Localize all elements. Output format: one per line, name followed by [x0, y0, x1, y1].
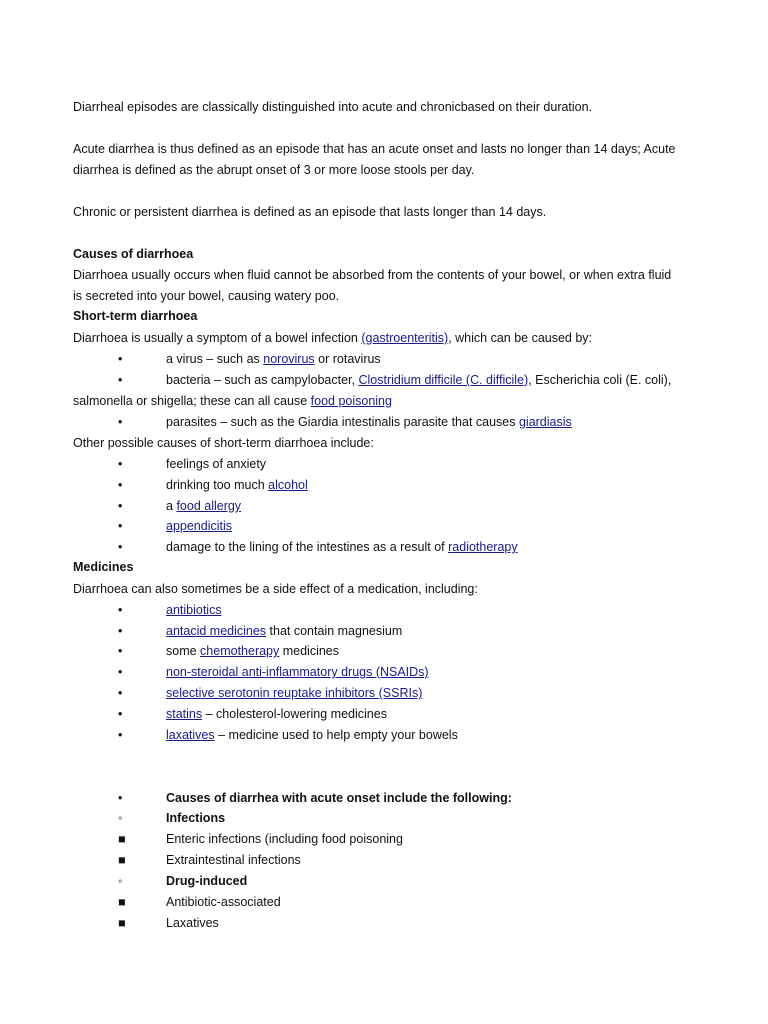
causes-heading: Causes of diarrhoea	[73, 247, 194, 261]
list-item-antibiotic-associated: Antibiotic-associated	[166, 895, 281, 909]
list-item-text: a	[166, 499, 177, 513]
list-item-anxiety: feelings of anxiety	[166, 457, 267, 471]
causes-paragraph-line-2: is secreted into your bowel, causing watery poo.	[73, 289, 340, 303]
list-item-text-end: , Escherichia coli (E. coli),	[528, 373, 672, 387]
square-bullet: ■	[118, 916, 126, 930]
causes-paragraph-line-1: Diarrhoea usually occurs when fluid cannot be absorbed from the contents of your bowel, or when extra fluid	[73, 268, 672, 282]
bullet: •	[118, 457, 123, 471]
square-bullet: ■	[118, 895, 126, 909]
gastroenteritis-link[interactable]: (gastroenteritis)	[361, 331, 449, 345]
list-item-text-end: that contain magnesium	[266, 624, 403, 638]
medicines-intro: Diarrhoea can also sometimes be a side effect of a medication, including:	[73, 582, 478, 596]
list-item-extraintestinal: Extraintestinal infections	[166, 853, 301, 867]
medicines-heading: Medicines	[73, 560, 134, 574]
list-item-food-allergy	[166, 498, 241, 514]
square-bullet: ■	[118, 832, 126, 846]
list-item-ssris	[166, 685, 422, 701]
square-bullet: ■	[118, 853, 126, 867]
list-item-antibiotics	[166, 602, 222, 618]
list-item-alcohol	[166, 477, 308, 493]
infections-subheading: Infections	[166, 811, 226, 825]
list-item-antacid	[166, 623, 402, 639]
intro-paragraph-1: Diarrheal episodes are classically distinguished into acute and chronicbased on their duration.	[73, 100, 593, 114]
list-item-parasites	[166, 414, 572, 430]
norovirus-link[interactable]: norovirus	[263, 352, 315, 366]
intro-paragraph-2-line-1: Acute diarrhea is thus defined as an episode that has an acute onset and lasts no longer than 14 days; Acute	[73, 142, 676, 156]
bullet: •	[118, 478, 123, 492]
list-item-bacteria-continued	[73, 393, 392, 409]
chemotherapy-link[interactable]: chemotherapy	[200, 644, 280, 658]
list-item-text-end: or rotavirus	[314, 352, 381, 366]
other-causes-intro: Other possible causes of short-term diarrhoea include:	[73, 436, 374, 450]
clostridium-difficile-link[interactable]: Clostridium difficile (C. difficile)	[358, 373, 529, 387]
laxatives-link[interactable]: laxatives	[166, 728, 215, 742]
giardiasis-link[interactable]: giardiasis	[518, 415, 572, 429]
bullet: •	[118, 352, 123, 366]
list-item-text-end: – cholesterol-lowering medicines	[202, 707, 387, 721]
bullet: •	[118, 644, 123, 658]
list-item-text: drinking too much	[166, 478, 269, 492]
bullet: •	[118, 791, 123, 805]
nsaids-link[interactable]: non-steroidal anti-inflammatory drugs (NSAIDs)	[166, 665, 429, 679]
alcohol-link[interactable]: alcohol	[268, 478, 308, 492]
list-item-laxatives	[166, 727, 458, 743]
radiotherapy-link[interactable]: radiotherapy	[448, 540, 518, 554]
antacid-medicines-link[interactable]: antacid medicines	[166, 624, 267, 638]
bullet: •	[118, 540, 123, 554]
bullet: •	[118, 603, 123, 617]
circle-bullet: ◦	[118, 811, 123, 825]
bullet: •	[118, 728, 123, 742]
bullet: •	[118, 624, 123, 638]
list-item-laxatives-acute: Laxatives	[166, 916, 219, 930]
bullet: •	[118, 686, 123, 700]
ssris-link[interactable]: selective serotonin reuptake inhibitors (SSRIs)	[166, 686, 423, 700]
list-item-radiotherapy	[166, 539, 518, 555]
appendicitis-link[interactable]: appendicitis	[166, 519, 233, 533]
list-item-bacteria	[166, 372, 671, 388]
intro-paragraph-2-line-2: diarrhea is defined as the abrupt onset of 3 or more loose stools per day.	[73, 163, 475, 177]
circle-bullet: ◦	[118, 874, 123, 888]
statins-link[interactable]: statins	[166, 707, 203, 721]
list-item-text: damage to the lining of the intestines as a result of	[166, 540, 449, 554]
list-item-statins	[166, 706, 387, 722]
list-item-text-end: – medicine used to help empty your bowels	[214, 728, 458, 742]
food-allergy-link[interactable]: food allergy	[176, 499, 242, 513]
list-item-text: parasites – such as the Giardia intestinalis parasite that causes	[166, 415, 519, 429]
list-item-appendicitis	[166, 518, 232, 534]
drug-induced-subheading: Drug-induced	[166, 874, 248, 888]
bullet: •	[118, 415, 123, 429]
list-item-text: bacteria – such as campylobacter,	[166, 373, 359, 387]
short-term-intro	[73, 330, 592, 346]
food-poisoning-link[interactable]: food poisoning	[310, 394, 392, 408]
list-item-text: salmonella or shigella; these can all cause	[73, 394, 311, 408]
acute-causes-heading: Causes of diarrhea with acute onset include the following:	[166, 791, 512, 805]
list-item-text-end: medicines	[279, 644, 340, 658]
bullet: •	[118, 665, 123, 679]
bullet: •	[118, 499, 123, 513]
bullet: •	[118, 373, 123, 387]
list-item-chemotherapy	[166, 643, 339, 659]
short-term-heading: Short-term diarrhoea	[73, 309, 198, 323]
antibiotics-link[interactable]: antibiotics	[166, 603, 222, 617]
short-term-intro-text: Diarrhoea is usually a symptom of a bowel infection	[73, 331, 362, 345]
list-item-nsaids	[166, 664, 429, 680]
intro-paragraph-3: Chronic or persistent diarrhea is defined as an episode that lasts longer than 14 days.	[73, 205, 547, 219]
list-item-text: some	[166, 644, 201, 658]
bullet: •	[118, 707, 123, 721]
list-item-virus	[166, 351, 381, 367]
bullet: •	[118, 519, 123, 533]
list-item-text: a virus – such as	[166, 352, 264, 366]
short-term-intro-text-end: , which can be caused by:	[448, 331, 593, 345]
list-item-enteric: Enteric infections (including food poisoning	[166, 832, 403, 846]
